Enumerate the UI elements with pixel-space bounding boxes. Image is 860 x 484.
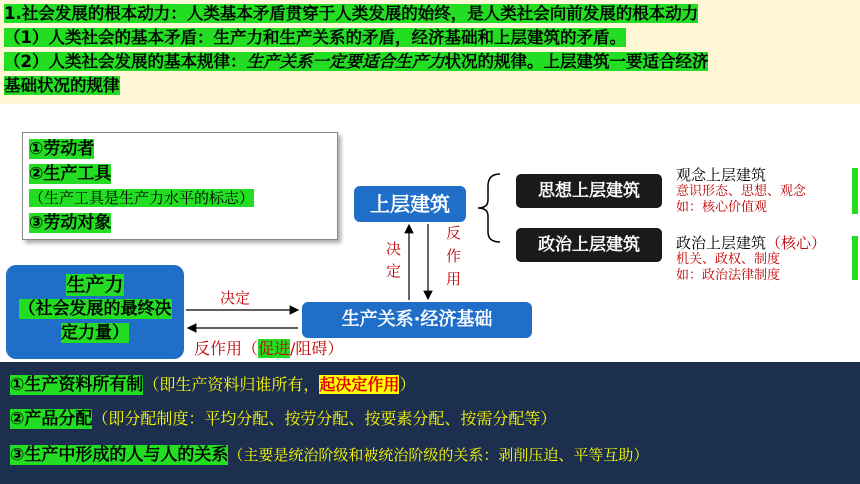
row1-note-c: ） [399,375,416,394]
row1-label: ①生产资料所有制 [10,375,144,395]
ideological-title: 思想上层建筑 [538,181,640,201]
political-example: 如：政治法律制度 [676,268,781,283]
productive-force-box [6,265,184,359]
ideological-box [516,174,662,208]
banner-text-3b: 状况的规律。上层建筑一要适合经济 [444,52,709,71]
row-relations [10,442,860,476]
superstructure-box [354,186,466,222]
element-tools-note: （生产工具是生产力水平的标志） [29,189,255,207]
banner-line-3 [4,50,856,74]
label-decide-vertical: 决定 [386,240,402,280]
political-head: 政治上层建筑 [676,234,767,252]
banner-text-4: 基础状况的规律 [4,76,120,95]
relations-box [302,302,532,338]
political-items: 机关、政权、制度 [676,252,781,267]
political-box [516,228,662,262]
label-decide-horizontal: 决定 [220,289,251,307]
banner-text-3a: （2）人类社会发展的基本规律： [4,52,247,71]
ideological-head: 观念上层建筑 [676,166,767,184]
ideological-bar [852,168,858,214]
row2-note: （即分配制度：平均分配、按劳分配、按要素分配、按需分配等） [92,409,557,428]
political-bar [852,236,858,280]
row-ownership [10,372,860,406]
label-react-text: 反作用（ [194,339,259,358]
label-react-horizontal [194,336,343,359]
brace [478,174,500,242]
banner-text-1: 1.社会发展的根本动力：人类基本矛盾贯穿于人类发展的始终，是人类社会向前发展的根本动力 [4,4,699,23]
row1-note-b: 起决定作用 [319,375,400,394]
banner-text-3em: 生产关系一定要适合生产力 [246,52,445,71]
banner-line-1 [4,2,856,26]
banner-text-2: （1）人类社会的基本矛盾：生产力和生产关系的矛盾，经济基础和上层建筑的矛盾。 [4,28,626,47]
row3-note: （主要是统治阶级和被统治阶级的关系：剥削压迫、平等互助） [228,446,649,464]
banner-line-2 [4,26,856,50]
relations-detail-panel [0,362,860,484]
element-laborer: ①劳动者 [29,139,95,159]
political-notes [676,234,856,284]
banner [0,0,860,104]
ideological-notes [676,166,856,216]
row1-note-a: （即生产资料归谁所有， [143,375,320,394]
label-promote: 促进 [258,339,291,358]
productive-force-desc: （社会发展的最终决定力量） [18,299,172,343]
relations-title: 生产关系·经济基础 [341,309,493,330]
ideological-items: 意识形态、思想、观念 [676,184,807,199]
productive-elements-box [22,132,338,240]
label-react-vertical: 反作用 [446,224,462,288]
row-distribution [10,406,860,442]
row3-label: ③生产中形成的人与人的关系 [10,445,229,465]
political-title: 政治上层建筑 [538,235,640,255]
element-tools: ②生产工具 [29,164,112,184]
ideological-example: 如：核心价值观 [676,200,768,215]
label-hinder: /阻碍） [290,339,344,358]
banner-line-4 [4,74,856,98]
element-object: ③劳动对象 [29,213,112,233]
political-core: （核心） [766,234,827,252]
superstructure-title: 上层建筑 [370,192,450,216]
productive-force-title: 生产力 [66,274,124,296]
row2-label: ②产品分配 [10,409,93,429]
